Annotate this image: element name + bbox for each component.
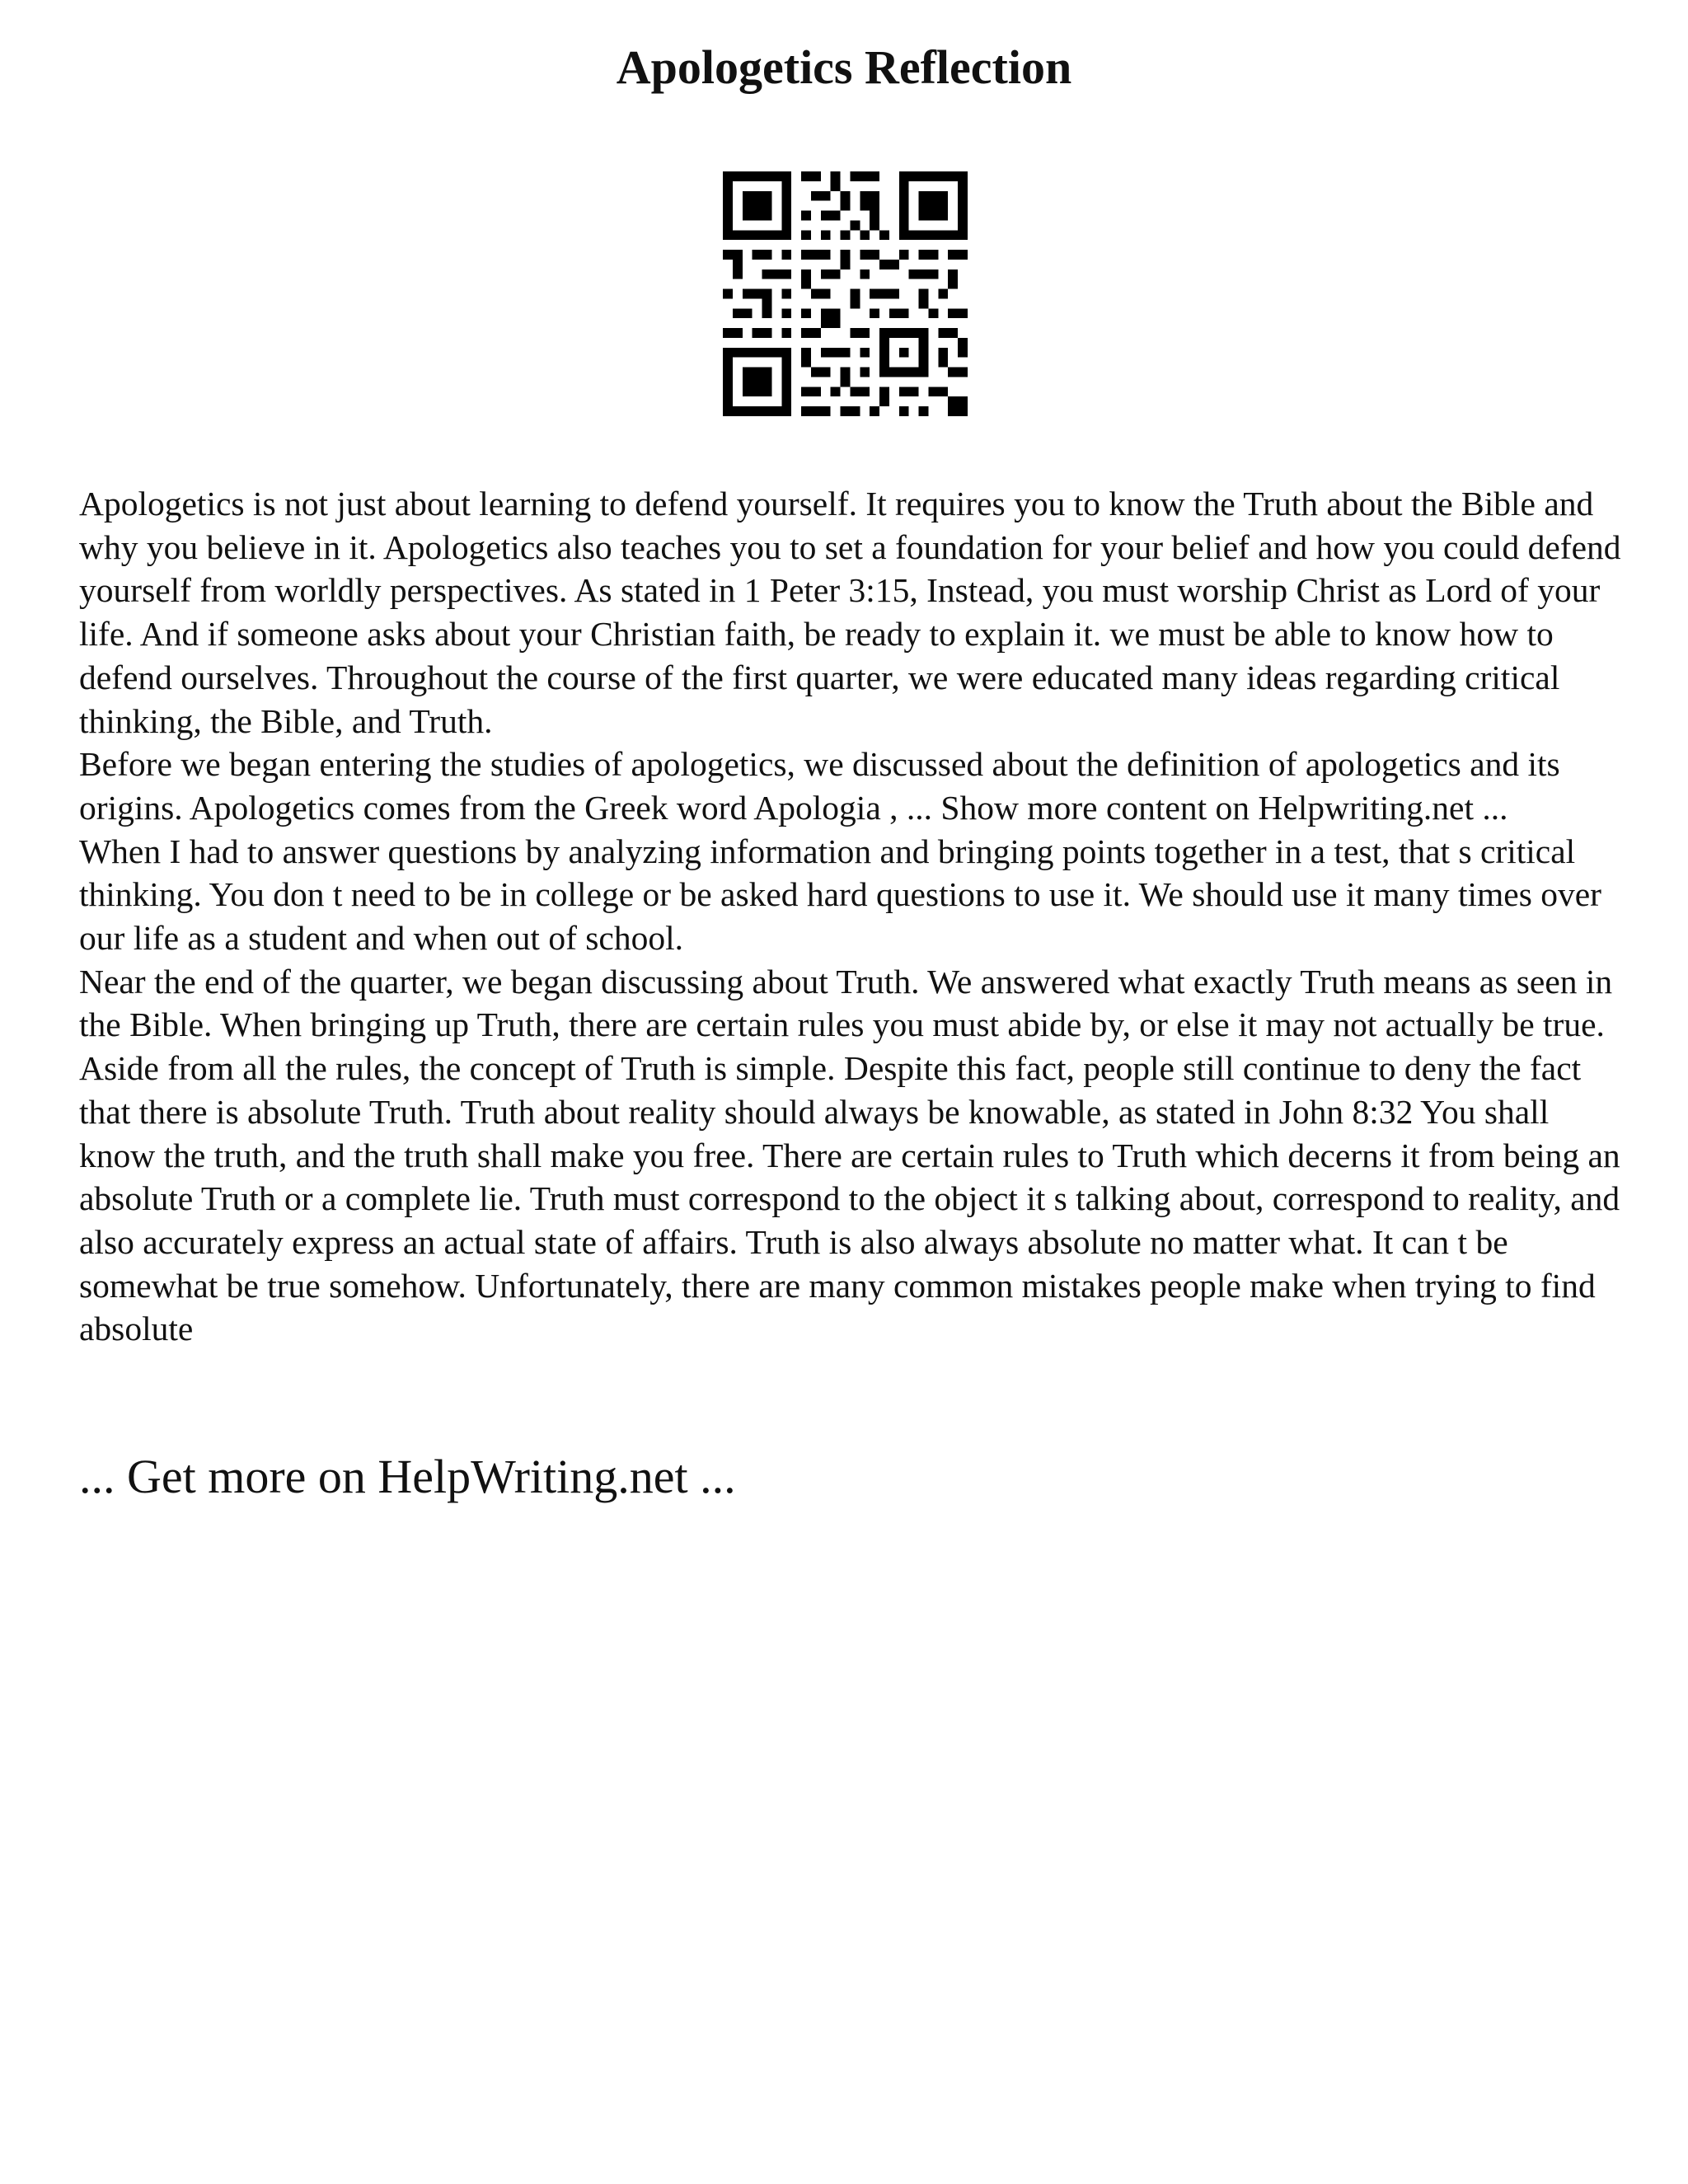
body-paragraph: Apologetics is not just about learning to defend yourself. It requires you to know the Truth about the Bible and why you believe in it. Apologetics also teaches you to set a foundation for your belief and how you could defend yourself from worldly perspectives. As stated in 1 Peter 3:15, Instead, you must worship Christ as Lord of your life. And if someone asks about your Christian faith, be ready to explain it. we must be able to know how to defend ourselves. Throughout the course of the first quarter, we were educated many ideas regarding critical thinking, the Bible, and Truth. xyxy=(79,485,1621,740)
get-more-link[interactable]: ... Get more on HelpWriting.net ... xyxy=(79,1450,736,1503)
body-paragraph: Before we began entering the studies of apologetics, we discussed about the definition of apologetics and its origins. Apologetics comes from the Greek word Apologia , ... Show more content on Helpwriting.net ... xyxy=(79,745,1560,827)
body-paragraph: Near the end of the quarter, we began discussing about Truth. We answered what exactly Truth means as seen in the Bible. When bringing up Truth, there are certain rules you must abide by, or else it may not actually be true. Aside from all the rules, the concept of Truth is simple. Despite this fact, people still continue to deny the fact that there is absolute Truth. Truth about reality should always be knowable, as stated in John 8:32 You shall know the truth, and the truth shall make you free. There are certain rules to Truth which decerns it from being an absolute Truth or a complete lie. Truth must correspond to the object it s talking about, correspond to reality, and also accurately express an actual state of affairs. Truth is also always absolute no matter what. It can t be somewhat be true somehow. Unfortunately, there are many common mistakes people make when trying to find absolute xyxy=(79,962,1620,1348)
body-paragraph: When I had to answer questions by analyzing information and bringing points together in a test, that s critical thinking. You don t need to be in college or be asked hard questions to use it. We should use it many times over our life as a student and when out of school. xyxy=(79,832,1601,958)
qr-code-icon xyxy=(723,171,968,416)
document-body xyxy=(79,482,1629,1351)
document-title: Apologetics Reflection xyxy=(616,40,1072,94)
